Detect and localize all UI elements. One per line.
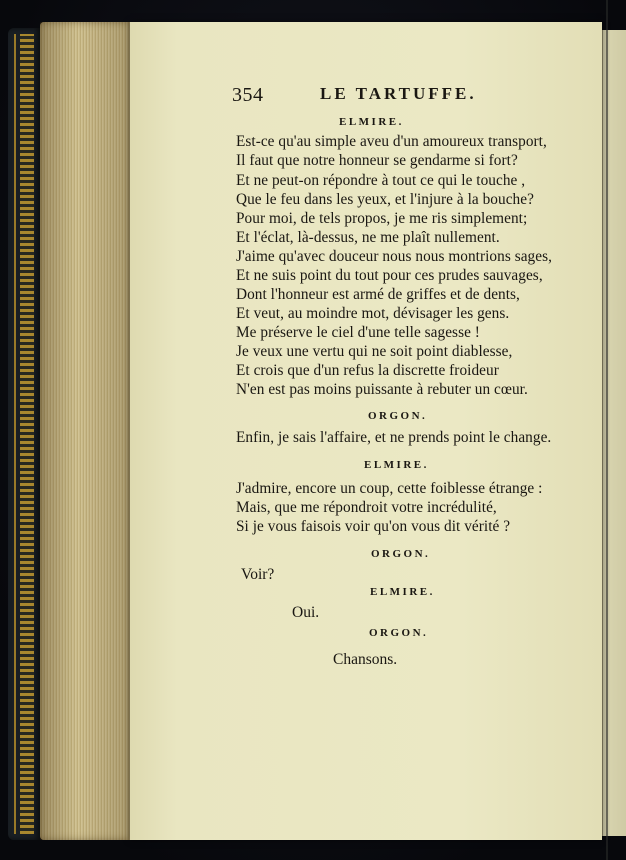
verse-line: Enfin, je sais l'affaire, et ne prends point le change. [236, 429, 552, 446]
verse-line: Et crois que d'un refus la discrette froideur [236, 362, 499, 379]
page-header [232, 84, 502, 106]
verse-line: Et veut, au moindre mot, dévisager les gens. [236, 305, 510, 322]
verse-line: Est-ce qu'au simple aveu d'un amoureux transport, [236, 133, 547, 150]
speaker-name: ELMIRE. [364, 459, 429, 471]
page-number: 354 [232, 84, 264, 106]
verse-line: Oui. [292, 604, 320, 621]
verse-line: J'aime qu'avec douceur nous nous montrions sages, [236, 248, 552, 265]
speaker-name: ELMIRE. [339, 116, 404, 128]
speaker-name: ORGON. [369, 627, 429, 639]
verse-line: Et l'éclat, là-dessus, ne me plaît nullement. [236, 229, 500, 246]
verse-line: Il faut que notre honneur se gendarme si fort? [236, 152, 518, 169]
verse-line: N'en est pas moins puissante à rebuter un cœur. [236, 381, 528, 398]
verse-line: Pour moi, de tels propos, je me ris simplement; [236, 210, 528, 227]
verse-line: Voir? [241, 566, 275, 583]
verse-line: Chansons. [333, 651, 398, 668]
running-title: LE TARTUFFE. [320, 84, 477, 103]
verse-line: Si je vous faisois voir qu'on vous dit vérité ? [236, 518, 511, 535]
verse-line: Et ne peut-on répondre à tout ce qui le touche , [236, 172, 526, 189]
speaker-name: ELMIRE. [370, 586, 435, 598]
verse-line: Que le feu dans les yeux, et l'injure à la bouche? [236, 191, 534, 208]
speaker-name: ORGON. [371, 548, 431, 560]
verse-line: Je veux une vertu qui ne soit point diablesse, [236, 343, 513, 360]
speaker-name: ORGON. [368, 410, 428, 422]
verse-line: Mais, que me répondroit votre incrédulité, [236, 499, 497, 516]
verse-line: Me préserve le ciel d'une telle sagesse ! [236, 324, 480, 341]
verse-line: Dont l'honneur est armé de griffes et de dents, [236, 286, 520, 303]
verse-line: J'admire, encore un coup, cette foiblesse étrange : [236, 480, 543, 497]
verse-line: Et ne suis point du tout pour ces prudes sauvages, [236, 267, 543, 284]
